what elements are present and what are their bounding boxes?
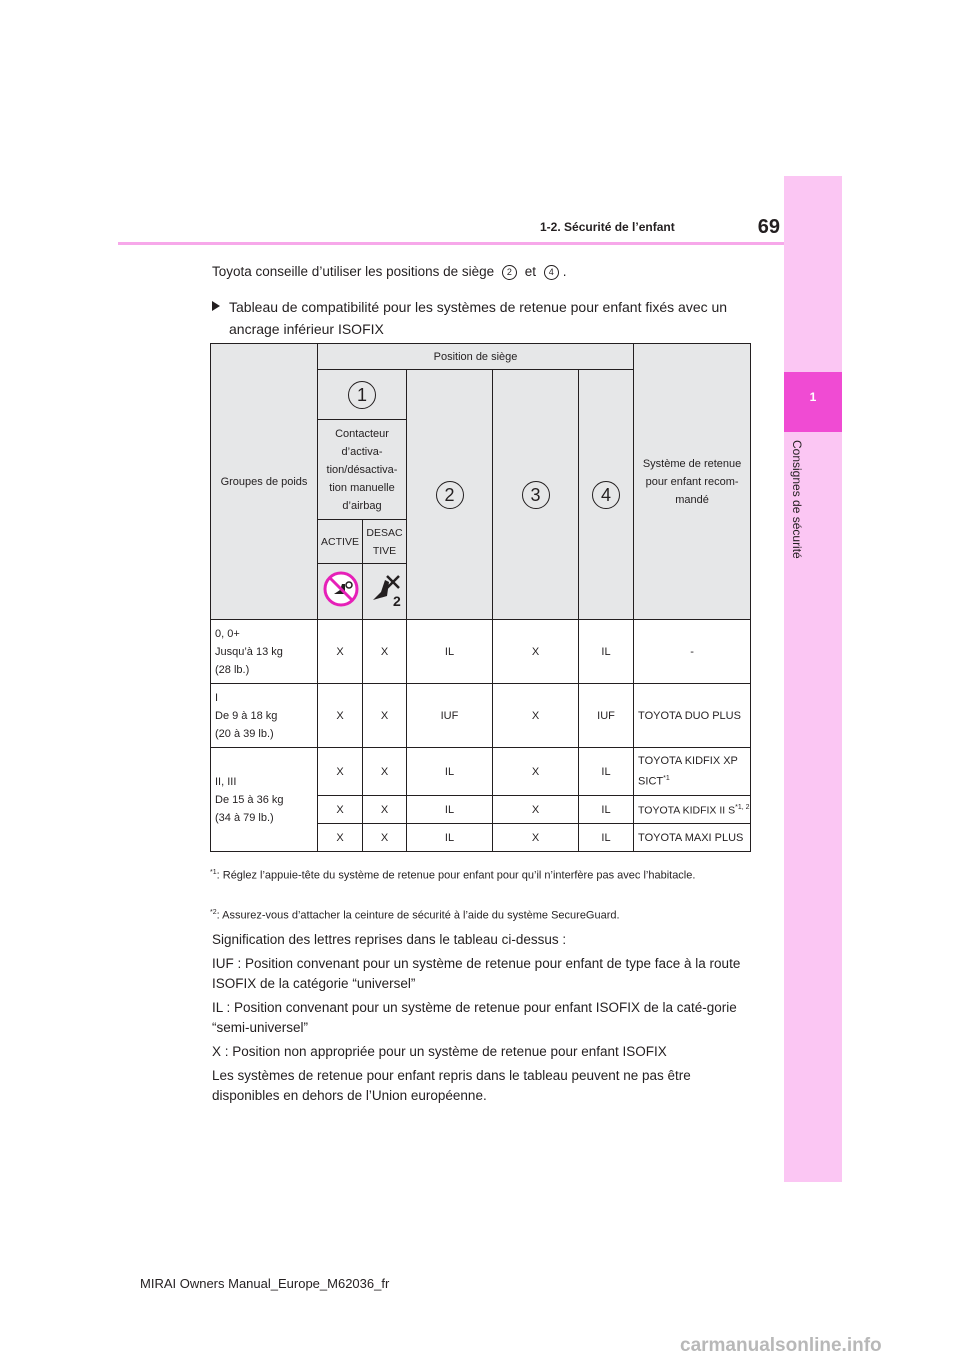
explanation-line: Les systèmes de retenue pour enfant repris dans le tableau peuvent ne pas être disponibles en dehors de l’Union européenne. — [212, 1068, 691, 1103]
explanation-line: IUF : Position convenant pour un système de retenue pour enfant de type face à la route ISOFIX de la catégorie “universel” — [212, 956, 741, 991]
weight-group-cell: I De 9 à 18 kg (20 à 39 lb.) — [211, 684, 318, 748]
explanation-list — [212, 930, 752, 1106]
value-cell: X — [363, 824, 407, 852]
bullet-triangle-icon — [212, 301, 220, 311]
value-cell: IL — [407, 748, 493, 796]
system-cell: - — [634, 620, 751, 684]
airbag-off-icon — [367, 570, 405, 608]
value-cell: X — [493, 684, 579, 748]
seat-1-cell — [318, 370, 407, 420]
value-cell: X — [493, 748, 579, 796]
value-cell: X — [318, 620, 363, 684]
seat-2-icon: 2 — [502, 265, 517, 280]
weight-group-cell: II, III De 15 à 36 kg (34 à 79 lb.) — [211, 748, 318, 852]
value-cell: IL — [407, 620, 493, 684]
system-cell: TOYOTA KIDFIX XP SICT$^{*1}$ — [634, 748, 751, 796]
chapter-number: 1 — [809, 390, 817, 404]
explanation-line: X : Position non appropriée pour un système de retenue pour enfant ISOFIX — [212, 1044, 667, 1059]
compatibility-table — [210, 343, 751, 852]
value-cell: X — [363, 796, 407, 824]
seat-3-icon: 3 — [522, 481, 550, 509]
section-title: 1-2. Sécurité de l’enfant — [540, 220, 675, 234]
value-cell: X — [493, 620, 579, 684]
value-cell: IL — [579, 620, 634, 684]
value-cell: X — [493, 796, 579, 824]
value-cell: X — [318, 684, 363, 748]
header-position: Position de siège — [318, 344, 634, 370]
value-cell: X — [318, 824, 363, 852]
header-system: Système de retenue pour enfant recom-mandé — [634, 344, 751, 620]
value-cell: IL — [579, 748, 634, 796]
value-cell: IL — [579, 796, 634, 824]
value-cell: X — [363, 684, 407, 748]
system-cell: TOYOTA KIDFIX II S$^{*1, 2}$ — [634, 796, 751, 824]
airbag-on-icon-cell — [318, 564, 363, 620]
seat-4-icon: 4 — [592, 481, 620, 509]
chapter-label: Consignes de sécurité — [790, 440, 804, 559]
value-cell: X — [493, 824, 579, 852]
value-cell: IL — [407, 824, 493, 852]
weight-group-cell: 0, 0+ Jusqu’à 13 kg (28 lb.) — [211, 620, 318, 684]
value-cell: IUF — [579, 684, 634, 748]
value-cell: IL — [579, 824, 634, 852]
header-groups: Groupes de poids — [211, 344, 318, 620]
header-rule — [118, 242, 784, 245]
airbag-off-icon-cell — [363, 564, 407, 620]
footnote-2: $^{*2}$: Assurez-vous d’attacher la ceinture de sécurité à l’aide du système SecureGuard. — [210, 909, 620, 922]
value-cell: X — [318, 748, 363, 796]
footnote-1: $^{*1}$: Réglez l’appuie-tête du système de retenue pour enfant pour qu’il n’interfère pas avec l’habitacle. — [210, 869, 696, 882]
seat-2-cell — [407, 370, 493, 620]
airbag-inactive-label: DESACTIVE — [363, 520, 407, 564]
value-cell: X — [318, 796, 363, 824]
value-cell: X — [363, 620, 407, 684]
footer-text: MIRAI Owners Manual_Europe_M62036_fr — [140, 1276, 390, 1291]
airbag-prohibited-icon — [322, 570, 360, 608]
side-tab-strip — [784, 176, 842, 1182]
airbag-switch-label: Contacteur d’activa-tion/désactiva-tion manuelle d’airbag — [318, 420, 407, 520]
svg-text:2: 2 — [393, 592, 401, 608]
value-cell: X — [363, 748, 407, 796]
value-cell: IL — [407, 796, 493, 824]
airbag-active-label: ACTIVE — [318, 520, 363, 564]
seat-3-cell — [493, 370, 579, 620]
seat-4-icon: 4 — [544, 265, 559, 280]
seat-1-icon: 1 — [348, 381, 376, 409]
watermark: carmanualsonline.info — [680, 1335, 882, 1356]
seat-4-cell — [579, 370, 634, 620]
page-number: 69 — [757, 216, 780, 238]
bullet-heading: Tableau de compatibilité pour les systèmes de retenue pour enfant fixés avec un ancrage inférieur ISOFIX — [212, 296, 752, 340]
explanation-line: IL : Position convenant pour un système de retenue pour enfant ISOFIX de la caté-gorie “semi-universel” — [212, 1000, 737, 1035]
explanation-line: Signification des lettres reprises dans le tableau ci-dessus : — [212, 932, 567, 947]
system-cell: TOYOTA DUO PLUS — [634, 684, 751, 748]
intro-text: Toyota conseille d’utiliser les positions de siège 2 et 4 . — [212, 264, 567, 279]
value-cell: IUF — [407, 684, 493, 748]
seat-2-icon: 2 — [436, 481, 464, 509]
system-cell: TOYOTA MAXI PLUS — [634, 824, 751, 852]
